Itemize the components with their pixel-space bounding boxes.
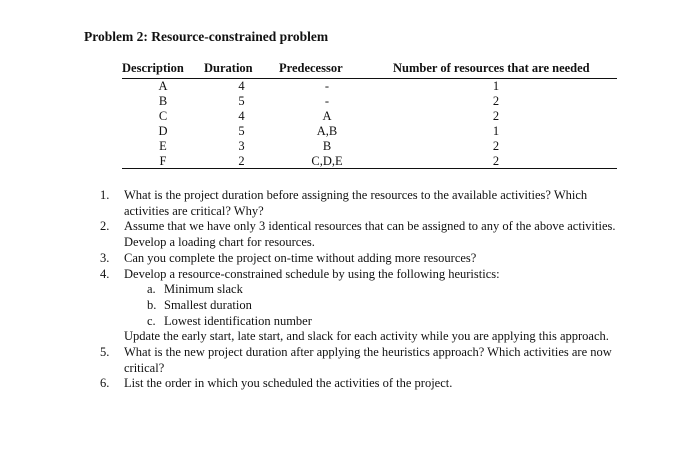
question-text: Develop a resource-constrained schedule by using the following heuristics: <box>124 266 500 281</box>
question-number: 1. <box>100 188 110 202</box>
table-row <box>122 124 617 139</box>
cell-predecessor: A <box>322 109 332 124</box>
cell-resources: 1 <box>492 124 500 139</box>
cell-predecessor: A,B <box>316 124 338 139</box>
question-followup-text: Update the early start, late start, and slack for each activity while you are applying this approach. <box>124 329 609 344</box>
question-item <box>100 345 620 376</box>
question-number: 3. <box>100 250 110 265</box>
heuristic-letter: a. <box>147 282 156 297</box>
table-row <box>122 109 617 124</box>
question-text: Assume that we have only 3 identical resources that can be assigned to any of the above activities. Develop a loading chart for resources. <box>124 219 616 250</box>
question-list <box>100 188 620 392</box>
question-number: 6. <box>100 376 110 391</box>
heuristic-text: Lowest identification number <box>164 313 312 328</box>
cell-predecessor: B <box>322 139 332 153</box>
cell-duration: 4 <box>238 79 245 94</box>
header-description: Description <box>122 61 204 79</box>
cell-predecessor: C,D,E <box>279 153 375 168</box>
table-row <box>122 153 617 168</box>
table-row <box>122 94 617 109</box>
cell-description: A <box>158 79 168 94</box>
header-resources: Number of resources that are needed <box>375 61 617 79</box>
cell-predecessor: - <box>324 94 330 109</box>
cell-description: F <box>122 153 204 168</box>
problem-title: Problem 2: Resource-constrained problem <box>84 29 329 44</box>
question-number: 2. <box>100 219 110 234</box>
cell-duration: 4 <box>238 109 245 124</box>
question-item <box>100 251 620 267</box>
question-item <box>100 376 620 392</box>
table-header-row <box>122 61 617 79</box>
activity-table <box>122 61 617 169</box>
table-row <box>122 79 617 94</box>
question-text: List the order in which you scheduled the activities of the project. <box>124 376 453 391</box>
cell-description: B <box>158 94 168 109</box>
heuristic-item <box>147 314 620 330</box>
cell-description: D <box>158 124 168 139</box>
question-item <box>100 188 620 219</box>
cell-duration: 5 <box>238 94 245 109</box>
cell-description: E <box>159 139 167 153</box>
heuristic-letter: c. <box>147 313 156 328</box>
cell-duration: 5 <box>238 124 245 139</box>
cell-resources: 2 <box>375 153 617 168</box>
heuristic-list <box>124 282 620 329</box>
question-text: Can you complete the project on-time without adding more resources? <box>124 250 477 265</box>
cell-predecessor: - <box>324 79 330 94</box>
question-number: 4. <box>100 266 110 281</box>
heuristic-text: Minimum slack <box>164 282 243 297</box>
cell-resources: 1 <box>492 79 500 94</box>
question-item <box>100 219 620 250</box>
heuristic-item <box>147 282 620 298</box>
header-predecessor: Predecessor <box>279 61 375 79</box>
question-item <box>100 267 620 346</box>
heuristic-item <box>147 298 620 314</box>
cell-duration: 3 <box>238 139 245 153</box>
heuristic-text: Smallest duration <box>164 297 252 312</box>
table-row <box>122 139 617 154</box>
cell-resources: 2 <box>492 139 500 153</box>
cell-resources: 2 <box>492 94 500 109</box>
heuristic-letter: b. <box>147 297 157 312</box>
question-number: 5. <box>100 345 110 360</box>
cell-description: C <box>158 109 168 124</box>
question-text: What is the project duration before assigning the resources to the available activities? Which activities are critical? Why? <box>124 188 588 218</box>
header-duration: Duration <box>204 61 279 79</box>
cell-resources: 2 <box>492 109 500 124</box>
question-text: What is the new project duration after applying the heuristics approach? Which activities are now critical? <box>124 345 612 375</box>
cell-duration: 2 <box>204 153 279 168</box>
